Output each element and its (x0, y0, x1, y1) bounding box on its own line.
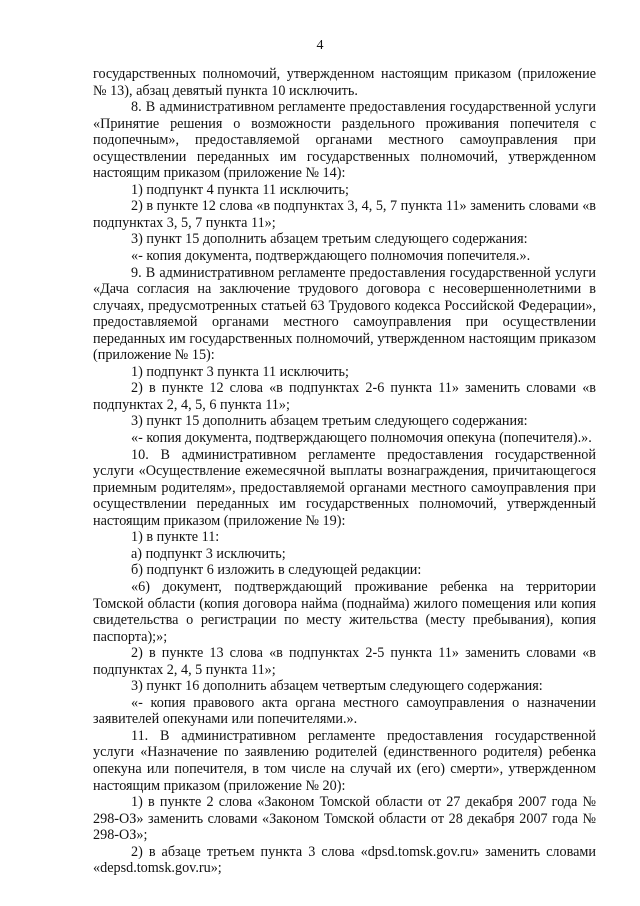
paragraph: а) подпункт 3 исключить; (131, 545, 286, 562)
paragraph: 8. В административном регламенте предоставления государственной услуги «Принятие решения о возможности раздельного проживания попечителя с подопечным», предоставляемой органами местного самоуправления при осуществлении переданных им государственных полномочий, утвержденном настоящим приказом (приложение № 14): (93, 99, 596, 182)
paragraph: 2) в пункте 12 слова «в подпунктах 3, 4, 5, 7 пункта 11» заменить словами «в подпунктах 3, 5, 7 пункта 11»; (93, 198, 596, 231)
paragraph: государственных полномочий, утвержденном настоящим приказом (приложение № 13), абзац девятый пункта 10 исключить. (93, 66, 596, 99)
paragraph: 1) в пункте 2 слова «Законом Томской области от 27 декабря 2007 года № 298-ОЗ» заменить словами «Законом Томской области от 28 декабря 2007 года № 298-ОЗ»; (93, 794, 596, 844)
paragraph: 9. В административном регламенте предоставления государственной услуги «Дача согласия на заключение трудового договора с несовершеннолетними в случаях, предусмотренных статьей 63 Трудового кодекса Российской Федерации», предоставляемой органами местного самоуправления при осуществлении переданных им государственных полномочий, утвержденном настоящим приказом (приложение № 15): (93, 264, 596, 364)
paragraph: «6) документ, подтверждающий проживание ребенка на территории Томской области (копия договора найма (поднайма) жилого помещения или копия свидетельства о регистрации по месту жительства (месту пребывания), копия паспорта);»; (93, 578, 596, 645)
paragraph: 3) пункт 15 дополнить абзацем третьим следующего содержания: (131, 231, 528, 248)
paragraph: «- копия документа, подтверждающего полномочия попечителя.». (131, 248, 531, 265)
paragraph: 10. В административном регламенте предоставления государственной услуги «Осуществление ежемесячной выплаты вознаграждения, причитающегося приемным родителям», предоставляемой органами местного самоуправления при осуществлении переданных им государственных полномочий, утвержденный настоящим приказом (приложение № 19): (93, 446, 596, 529)
paragraph: 2) в пункте 13 слова «в подпунктах 2-5 пункта 11» заменить словами «в подпунктах 2, 4, 5 пункта 11»; (93, 645, 596, 678)
paragraph: 3) пункт 15 дополнить абзацем третьим следующего содержания: (131, 413, 528, 430)
paragraph: «- копия документа, подтверждающего полномочия опекуна (попечителя).». (131, 430, 592, 447)
paragraph: 1) в пункте 11: (131, 529, 220, 546)
paragraph: 1) подпункт 4 пункта 11 исключить; (131, 181, 349, 198)
paragraph: 1) подпункт 3 пункта 11 исключить; (131, 363, 349, 380)
paragraph: 2) в пункте 12 слова «в подпунктах 2-6 пункта 11» заменить словами «в подпунктах 2, 4, 5, 6 пункта 11»; (93, 380, 596, 413)
page-number: 4 (316, 38, 324, 53)
document-body (93, 66, 596, 877)
paragraph: б) подпункт 6 изложить в следующей редакции: (131, 562, 422, 579)
paragraph: 11. В административном регламенте предоставления государственной услуги «Назначение по заявлению родителей (единственного родителя) ребенка опекуна или попечителя, в том числе на случай их (его) смерти», утвержденном настоящим приказом (приложение № 20): (93, 727, 596, 794)
paragraph: 2) в абзаце третьем пункта 3 слова «dpsd.tomsk.gov.ru» заменить словами «depsd.tomsk.gov.ru»; (93, 843, 596, 877)
paragraph: 3) пункт 16 дополнить абзацем четвертым следующего содержания: (131, 678, 543, 695)
paragraph: «- копия правового акта органа местного самоуправления о назначении заявителей опекунами или попечителями.». (93, 694, 596, 728)
